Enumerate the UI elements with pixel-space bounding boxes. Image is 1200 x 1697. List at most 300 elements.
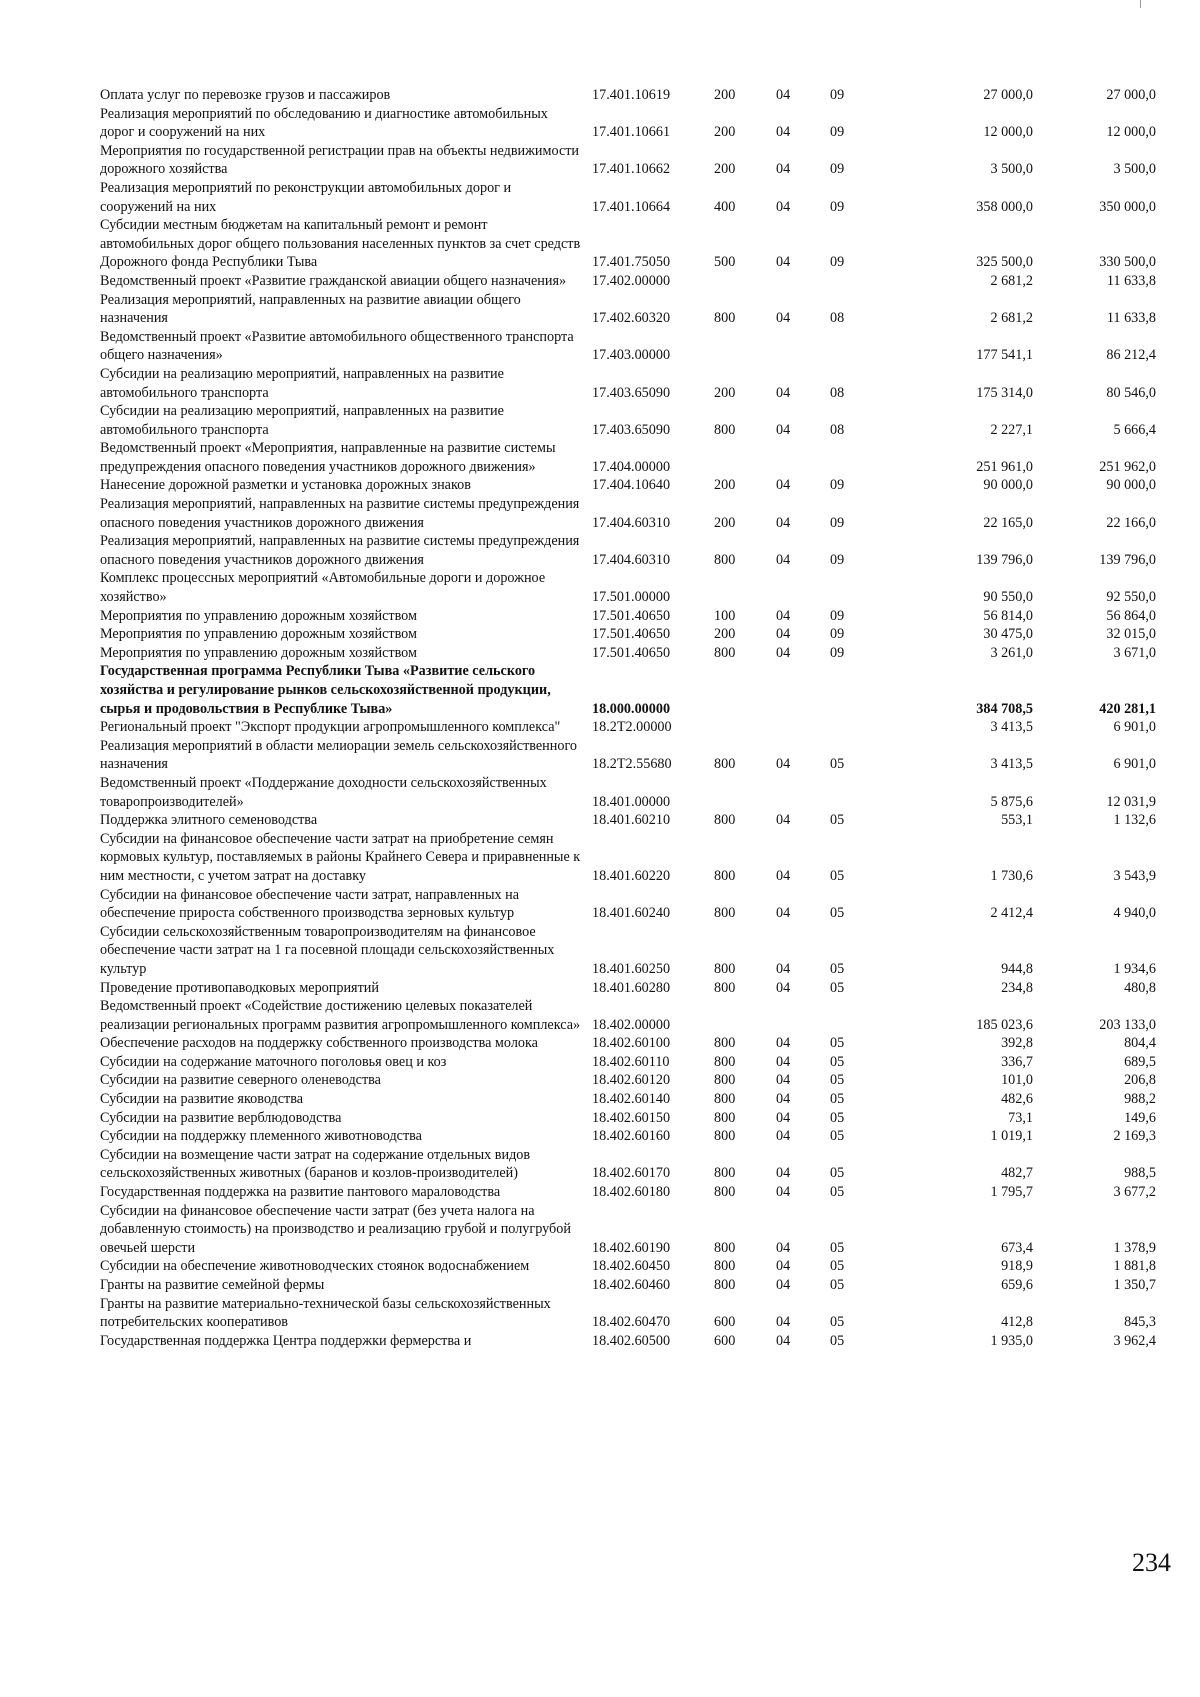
row-section: 04 — [776, 1239, 791, 1256]
row-section: 04 — [776, 1128, 791, 1145]
table-row — [100, 979, 1160, 998]
table-row — [100, 644, 1160, 663]
table-row — [100, 272, 1160, 291]
table-row — [100, 495, 1160, 532]
row-section: 04 — [776, 626, 791, 643]
row-amount-year1: 234,8 — [1001, 979, 1033, 996]
row-amount-year2: 5 666,4 — [1113, 421, 1156, 438]
row-section: 04 — [776, 607, 791, 624]
row-code: 18.402.00000 — [592, 1016, 671, 1033]
row-expense-type: 800 — [714, 756, 736, 773]
table-row — [100, 328, 1160, 365]
row-name: Субсидии на финансовое обеспечение части затрат на приобретение семян кормовых культур, поставляемых в районы Крайнего Севера и приравненные к ним местности, с учетом затрат на доставку — [100, 830, 581, 884]
row-name: Ведомственный проект «Мероприятия, направленные на развитие системы предупреждения опасного поведения участников дорожного движения» — [100, 440, 556, 475]
row-section: 04 — [776, 514, 791, 531]
row-code: 18.2Т2.00000 — [592, 719, 672, 736]
row-amount-year1: 2 227,1 — [990, 421, 1033, 438]
table-row — [100, 1146, 1160, 1183]
row-name: Субсидии на развитие северного оленеводства — [100, 1072, 381, 1089]
row-code: 18.402.60150 — [592, 1109, 671, 1126]
row-section: 04 — [776, 812, 791, 829]
row-name: Государственная поддержка на развитие пантового мараловодства — [100, 1184, 501, 1201]
row-amount-year1: 482,6 — [1001, 1091, 1033, 1108]
row-code: 18.401.60250 — [592, 960, 671, 977]
table-row — [100, 1127, 1160, 1146]
table-row — [100, 1276, 1160, 1295]
row-subsection: 08 — [830, 310, 845, 327]
row-amount-year1: 358 000,0 — [976, 198, 1033, 215]
row-expense-type: 800 — [714, 1184, 736, 1201]
row-amount-year1: 3 413,5 — [990, 719, 1033, 736]
row-name: Обеспечение расходов на поддержку собственного производства молока — [100, 1035, 538, 1052]
row-code: 17.401.10619 — [592, 87, 671, 103]
row-code: 18.401.60220 — [592, 867, 671, 884]
row-amount-year2: 251 962,0 — [1099, 458, 1156, 475]
row-code: 18.402.60160 — [592, 1128, 671, 1145]
row-expense-type: 800 — [714, 1053, 736, 1070]
row-code: 18.402.60110 — [592, 1053, 670, 1070]
row-section: 04 — [776, 1314, 791, 1331]
row-name: Нанесение дорожной разметки и установка дорожных знаков — [100, 477, 471, 494]
row-amount-year2: 3 671,0 — [1113, 644, 1156, 661]
row-amount-year1: 5 875,6 — [990, 793, 1033, 810]
row-amount-year1: 177 541,1 — [976, 347, 1033, 364]
row-subsection: 05 — [830, 1332, 845, 1349]
row-section: 04 — [776, 756, 791, 773]
row-expense-type: 800 — [714, 960, 736, 977]
row-subsection: 05 — [830, 756, 845, 773]
row-code: 18.401.00000 — [592, 793, 671, 810]
row-expense-type: 200 — [714, 87, 736, 103]
row-amount-year1: 185 023,6 — [976, 1016, 1033, 1033]
row-name: Мероприятия по управлению дорожным хозяйством — [100, 607, 417, 624]
table-row — [100, 1257, 1160, 1276]
row-subsection: 05 — [830, 1128, 845, 1145]
row-code: 17.404.60310 — [592, 551, 671, 568]
row-code: 17.403.65090 — [592, 384, 671, 401]
row-section: 04 — [776, 477, 791, 494]
row-name: Субсидии на развитие верблюдоводства — [100, 1109, 342, 1126]
row-name: Ведомственный проект «Поддержание доходности сельскохозяйственных товаропроизводителей» — [100, 774, 547, 810]
table-row — [100, 532, 1160, 569]
table-row — [100, 625, 1160, 644]
row-code: 18.402.60500 — [592, 1332, 671, 1349]
table-row — [100, 1183, 1160, 1202]
row-name: Реализация мероприятий, направленных на развитие системы предупреждения опасного поведения участников дорожного движения — [100, 533, 580, 568]
row-subsection: 09 — [830, 87, 845, 103]
row-amount-year2: 1 934,6 — [1113, 960, 1156, 977]
row-name: Реализация мероприятий, направленных на развитие авиации общего назначения — [100, 291, 521, 327]
row-amount-year2: 1 132,6 — [1113, 812, 1156, 829]
row-name: Субсидии на финансовое обеспечение части затрат, направленных на обеспечение прироста собственного производства зерновых культур — [100, 886, 519, 922]
row-code: 18.402.60190 — [592, 1239, 671, 1256]
table-row — [100, 291, 1160, 328]
row-amount-year1: 384 708,5 — [976, 700, 1033, 717]
row-code: 17.401.75050 — [592, 254, 671, 271]
row-subsection: 09 — [830, 198, 845, 215]
row-amount-year1: 22 165,0 — [983, 514, 1033, 531]
row-amount-year2: 92 550,0 — [1106, 589, 1156, 606]
row-name: Государственная поддержка Центра поддержки фермерства и — [100, 1332, 472, 1349]
row-amount-year1: 30 475,0 — [983, 626, 1033, 643]
row-amount-year2: 11 633,8 — [1106, 310, 1156, 327]
row-code: 18.402.60180 — [592, 1184, 671, 1201]
row-code: 18.2Т2.55680 — [592, 756, 672, 773]
table-row — [100, 830, 1160, 886]
row-subsection: 05 — [830, 979, 845, 996]
table-row — [100, 886, 1160, 923]
row-amount-year2: 12 031,9 — [1106, 793, 1156, 810]
table-row — [100, 179, 1160, 216]
row-name: Реализация мероприятий по реконструкции автомобильных дорог и сооружений на них — [100, 179, 512, 215]
row-section: 04 — [776, 310, 791, 327]
row-name: Мероприятия по государственной регистрации прав на объекты недвижимости дорожного хозяйства — [100, 142, 580, 178]
row-name: Поддержка элитного семеноводства — [100, 812, 318, 829]
table-row — [100, 86, 1160, 105]
row-amount-year1: 3 261,0 — [990, 644, 1033, 661]
row-code: 17.401.10662 — [592, 161, 671, 178]
row-code: 18.000.00000 — [592, 700, 671, 717]
table-row — [100, 402, 1160, 439]
row-amount-year2: 480,8 — [1124, 979, 1156, 996]
row-expense-type: 800 — [714, 1091, 736, 1108]
row-name: Реализация мероприятий по обследованию и диагностике автомобильных дорог и сооружений на них — [100, 105, 548, 141]
row-section: 04 — [776, 198, 791, 215]
row-amount-year1: 1 795,7 — [990, 1184, 1033, 1201]
table-row — [100, 1034, 1160, 1053]
table-row — [100, 1109, 1160, 1128]
row-amount-year1: 27 000,0 — [983, 87, 1033, 103]
row-section: 04 — [776, 87, 791, 103]
row-subsection: 05 — [830, 1165, 845, 1182]
row-section: 04 — [776, 644, 791, 661]
row-amount-year1: 56 814,0 — [983, 607, 1033, 624]
row-amount-year1: 2 412,4 — [990, 905, 1033, 922]
row-expense-type: 800 — [714, 1239, 736, 1256]
row-amount-year2: 845,3 — [1124, 1314, 1156, 1331]
budget-table — [100, 86, 1160, 1350]
row-amount-year1: 1 019,1 — [990, 1128, 1033, 1145]
row-amount-year2: 1 378,9 — [1113, 1239, 1156, 1256]
row-subsection: 09 — [830, 551, 845, 568]
row-code: 17.402.60320 — [592, 310, 671, 327]
row-name: Субсидии на реализацию мероприятий, направленных на развитие автомобильного транспорта — [100, 365, 504, 401]
row-amount-year2: 350 000,0 — [1099, 198, 1156, 215]
row-amount-year2: 330 500,0 — [1099, 254, 1156, 271]
row-subsection: 05 — [830, 1277, 845, 1293]
row-expense-type: 200 — [714, 626, 736, 643]
row-expense-type: 800 — [714, 1277, 736, 1293]
row-subsection: 09 — [830, 254, 845, 271]
row-amount-year1: 90 000,0 — [983, 477, 1033, 494]
row-section: 04 — [776, 1053, 791, 1070]
row-amount-year2: 1 881,8 — [1113, 1258, 1156, 1275]
row-section: 04 — [776, 1072, 791, 1089]
row-expense-type: 100 — [714, 607, 736, 624]
row-amount-year1: 325 500,0 — [976, 254, 1033, 271]
row-expense-type: 600 — [714, 1332, 736, 1349]
row-amount-year1: 101,0 — [1001, 1072, 1033, 1089]
row-section: 04 — [776, 421, 791, 438]
row-code: 17.501.40650 — [592, 607, 671, 624]
table-row — [100, 439, 1160, 476]
row-expense-type: 800 — [714, 421, 736, 438]
row-code: 17.404.00000 — [592, 458, 671, 475]
row-subsection: 08 — [830, 421, 845, 438]
row-expense-type: 800 — [714, 1258, 736, 1275]
row-amount-year2: 420 281,1 — [1099, 700, 1156, 717]
row-section: 04 — [776, 1258, 791, 1275]
row-name: Мероприятия по управлению дорожным хозяйством — [100, 644, 417, 661]
table-row — [100, 216, 1160, 272]
row-amount-year1: 336,7 — [1001, 1053, 1033, 1070]
row-name: Мероприятия по управлению дорожным хозяйством — [100, 626, 417, 643]
table-row — [100, 923, 1160, 979]
table-row — [100, 1295, 1160, 1332]
row-code: 17.501.40650 — [592, 644, 671, 661]
row-subsection: 09 — [830, 626, 845, 643]
row-subsection: 05 — [830, 812, 845, 829]
row-section: 04 — [776, 1184, 791, 1201]
row-amount-year1: 90 550,0 — [983, 589, 1033, 606]
row-subsection: 05 — [830, 1072, 845, 1089]
table-row — [100, 105, 1160, 142]
row-subsection: 05 — [830, 905, 845, 922]
row-amount-year2: 203 133,0 — [1099, 1016, 1156, 1033]
row-name: Ведомственный проект «Содействие достижению целевых показателей реализации региональных программ развития агропромышленного комплекса» — [100, 998, 581, 1033]
row-name: Ведомственный проект «Развитие гражданской авиации общего назначения» — [100, 272, 567, 289]
table-row — [100, 737, 1160, 774]
row-amount-year1: 175 314,0 — [976, 384, 1033, 401]
row-amount-year1: 251 961,0 — [976, 458, 1033, 475]
row-amount-year2: 804,4 — [1124, 1035, 1156, 1052]
row-amount-year2: 3 543,9 — [1113, 867, 1156, 884]
row-code: 18.401.60210 — [592, 812, 671, 829]
row-code: 17.501.00000 — [592, 589, 671, 606]
row-code: 17.501.40650 — [592, 626, 671, 643]
row-subsection: 09 — [830, 644, 845, 661]
row-expense-type: 200 — [714, 477, 736, 494]
table-row — [100, 811, 1160, 830]
row-amount-year1: 1 730,6 — [990, 867, 1033, 884]
row-name: Гранты на развитие материально-технической базы сельскохозяйственных потребительских кооперативов — [100, 1295, 551, 1331]
row-name: Субсидии на развитие яководства — [100, 1091, 304, 1108]
row-code: 17.401.10664 — [592, 198, 671, 215]
row-subsection: 09 — [830, 514, 845, 531]
row-amount-year2: 3 500,0 — [1113, 161, 1156, 178]
row-subsection: 09 — [830, 477, 845, 494]
table-row — [100, 774, 1160, 811]
row-name: Проведение противопаводковых мероприятий — [100, 979, 379, 996]
table-row — [100, 607, 1160, 626]
row-name: Реализация мероприятий, направленных на развитие системы предупреждения опасного поведения участников дорожного движения — [100, 496, 580, 531]
row-name: Государственная программа Республики Тыва «Развитие сельского хозяйства и регулирование рынков сельскохозяйственной продукции, сырья и продовольствия в Республике Тыва» — [100, 663, 551, 717]
row-amount-year1: 918,9 — [1001, 1258, 1033, 1275]
table-row — [100, 142, 1160, 179]
row-section: 04 — [776, 254, 791, 271]
row-name: Субсидии на возмещение части затрат на содержание отдельных видов сельскохозяйственных животных (баранов и козлов-производителей) — [100, 1146, 531, 1182]
row-amount-year1: 482,7 — [1001, 1165, 1033, 1182]
row-expense-type: 800 — [714, 979, 736, 996]
row-code: 17.403.65090 — [592, 421, 671, 438]
row-section: 04 — [776, 1109, 791, 1126]
row-expense-type: 200 — [714, 514, 736, 531]
row-name: Субсидии на обеспечение животноводческих стоянок водоснабжением — [100, 1258, 530, 1275]
row-subsection: 05 — [830, 1239, 845, 1256]
row-amount-year2: 139 796,0 — [1099, 551, 1156, 568]
row-code: 18.402.60450 — [592, 1258, 671, 1275]
row-name: Субсидии на содержание маточного поголовья овец и коз — [100, 1053, 447, 1070]
row-expense-type: 800 — [714, 1035, 736, 1052]
row-code: 17.404.10640 — [592, 477, 671, 494]
table-row — [100, 569, 1160, 606]
row-amount-year2: 32 015,0 — [1106, 626, 1156, 643]
row-section: 04 — [776, 161, 791, 178]
row-name: Субсидии местным бюджетам на капитальный ремонт и ремонт автомобильных дорог общего пользования населенных пунктов за счет средств Дорожного фонда Республики Тыва — [100, 217, 581, 271]
row-amount-year1: 1 935,0 — [990, 1332, 1033, 1349]
row-amount-year1: 3 413,5 — [990, 756, 1033, 773]
row-code: 18.401.60280 — [592, 979, 671, 996]
row-section: 04 — [776, 867, 791, 884]
row-amount-year2: 3 962,4 — [1113, 1332, 1156, 1349]
row-amount-year2: 206,8 — [1124, 1072, 1156, 1089]
row-subsection: 09 — [830, 161, 845, 178]
row-name: Комплекс процессных мероприятий «Автомобильные дороги и дорожное хозяйство» — [100, 570, 546, 606]
table-row — [100, 1071, 1160, 1090]
row-code: 18.402.60470 — [592, 1314, 671, 1331]
row-code: 18.402.60140 — [592, 1091, 671, 1108]
row-expense-type: 800 — [714, 812, 736, 829]
row-code: 18.402.60460 — [592, 1277, 671, 1293]
row-amount-year2: 80 546,0 — [1106, 384, 1156, 401]
row-section: 04 — [776, 1035, 791, 1052]
row-subsection: 05 — [830, 1314, 845, 1331]
table-row — [100, 1090, 1160, 1109]
row-name: Субсидии на реализацию мероприятий, направленных на развитие автомобильного транспорта — [100, 403, 504, 438]
row-amount-year2: 988,5 — [1124, 1165, 1156, 1182]
row-expense-type: 200 — [714, 161, 736, 178]
row-amount-year1: 12 000,0 — [983, 124, 1033, 141]
row-subsection: 05 — [830, 960, 845, 977]
row-section: 04 — [776, 551, 791, 568]
row-expense-type: 800 — [714, 310, 736, 327]
row-subsection: 05 — [830, 867, 845, 884]
row-expense-type: 800 — [714, 644, 736, 661]
row-expense-type: 800 — [714, 867, 736, 884]
row-code: 17.402.00000 — [592, 272, 671, 289]
page-number: 234 — [1132, 1548, 1171, 1577]
row-code: 17.404.60310 — [592, 514, 671, 531]
row-section: 04 — [776, 960, 791, 977]
row-name: Оплата услуг по перевозке грузов и пассажиров — [100, 87, 391, 103]
table-row — [100, 662, 1160, 718]
row-amount-year2: 988,2 — [1124, 1091, 1156, 1108]
row-section: 04 — [776, 905, 791, 922]
row-name: Гранты на развитие семейной фермы — [100, 1277, 325, 1293]
row-amount-year2: 149,6 — [1124, 1109, 1156, 1126]
row-code: 18.402.60120 — [592, 1072, 671, 1089]
row-amount-year1: 553,1 — [1001, 812, 1033, 829]
row-amount-year2: 4 940,0 — [1113, 905, 1156, 922]
row-subsection: 05 — [830, 1184, 845, 1201]
row-subsection: 09 — [830, 607, 845, 624]
row-subsection: 05 — [830, 1109, 845, 1126]
scan-edge-mark — [1140, 0, 1141, 8]
row-amount-year1: 73,1 — [1008, 1109, 1033, 1126]
row-name: Субсидии на финансовое обеспечение части затрат (без учета налога на добавленную стоимость) на производство и реализацию грубой и полугрубой овечьей шерсти — [100, 1202, 571, 1256]
row-section: 04 — [776, 1332, 791, 1349]
row-amount-year2: 2 169,3 — [1113, 1128, 1156, 1145]
row-section: 04 — [776, 1165, 791, 1182]
row-amount-year2: 56 864,0 — [1106, 607, 1156, 624]
row-code: 18.402.60100 — [592, 1035, 671, 1052]
row-name: Ведомственный проект «Развитие автомобильного общественного транспорта общего назначения» — [100, 328, 574, 364]
row-amount-year2: 22 166,0 — [1106, 514, 1156, 531]
row-amount-year1: 139 796,0 — [976, 551, 1033, 568]
table-row — [100, 1202, 1160, 1258]
row-expense-type: 600 — [714, 1314, 736, 1331]
row-name: Субсидии сельскохозяйственным товаропроизводителям на финансовое обеспечение части затрат на 1 га посевной площади сельскохозяйственных культур — [100, 923, 555, 977]
row-amount-year2: 6 901,0 — [1113, 719, 1156, 736]
row-subsection: 05 — [830, 1053, 845, 1070]
row-expense-type: 800 — [714, 1109, 736, 1126]
row-amount-year2: 6 901,0 — [1113, 756, 1156, 773]
row-subsection: 05 — [830, 1035, 845, 1052]
row-code: 18.402.60170 — [592, 1165, 671, 1182]
row-expense-type: 800 — [714, 1165, 736, 1182]
row-amount-year1: 659,6 — [1001, 1277, 1033, 1293]
row-amount-year2: 1 350,7 — [1113, 1277, 1156, 1293]
row-amount-year2: 11 633,8 — [1106, 272, 1156, 289]
row-section: 04 — [776, 1277, 791, 1293]
row-name: Региональный проект "Экспорт продукции агропромышленного комплекса" — [100, 719, 561, 736]
row-subsection: 09 — [830, 124, 845, 141]
row-name: Реализация мероприятий в области мелиорации земель сельскохозяйственного назначения — [100, 737, 578, 773]
table-row — [100, 476, 1160, 495]
row-amount-year1: 673,4 — [1001, 1239, 1033, 1256]
row-section: 04 — [776, 1091, 791, 1108]
table-row — [100, 1332, 1160, 1351]
row-expense-type: 800 — [714, 1128, 736, 1145]
row-name: Субсидии на поддержку племенного животноводства — [100, 1128, 422, 1145]
row-code: 17.403.00000 — [592, 347, 671, 364]
row-amount-year2: 689,5 — [1124, 1053, 1156, 1070]
table-row — [100, 1053, 1160, 1072]
row-section: 04 — [776, 979, 791, 996]
row-expense-type: 200 — [714, 124, 736, 141]
row-amount-year2: 12 000,0 — [1106, 124, 1156, 141]
row-code: 18.401.60240 — [592, 905, 671, 922]
row-expense-type: 200 — [714, 384, 736, 401]
row-code: 17.401.10661 — [592, 124, 671, 141]
table-row — [100, 718, 1160, 737]
row-expense-type: 800 — [714, 905, 736, 922]
row-amount-year1: 412,8 — [1001, 1314, 1033, 1331]
row-section: 04 — [776, 384, 791, 401]
row-subsection: 08 — [830, 384, 845, 401]
table-row — [100, 365, 1160, 402]
row-subsection: 05 — [830, 1091, 845, 1108]
table-row — [100, 997, 1160, 1034]
row-amount-year1: 392,8 — [1001, 1035, 1033, 1052]
row-amount-year1: 2 681,2 — [990, 272, 1033, 289]
row-amount-year1: 3 500,0 — [990, 161, 1033, 178]
row-subsection: 05 — [830, 1258, 845, 1275]
row-amount-year2: 3 677,2 — [1113, 1184, 1156, 1201]
row-expense-type: 500 — [714, 254, 736, 271]
row-expense-type: 400 — [714, 198, 736, 215]
row-amount-year2: 90 000,0 — [1106, 477, 1156, 494]
